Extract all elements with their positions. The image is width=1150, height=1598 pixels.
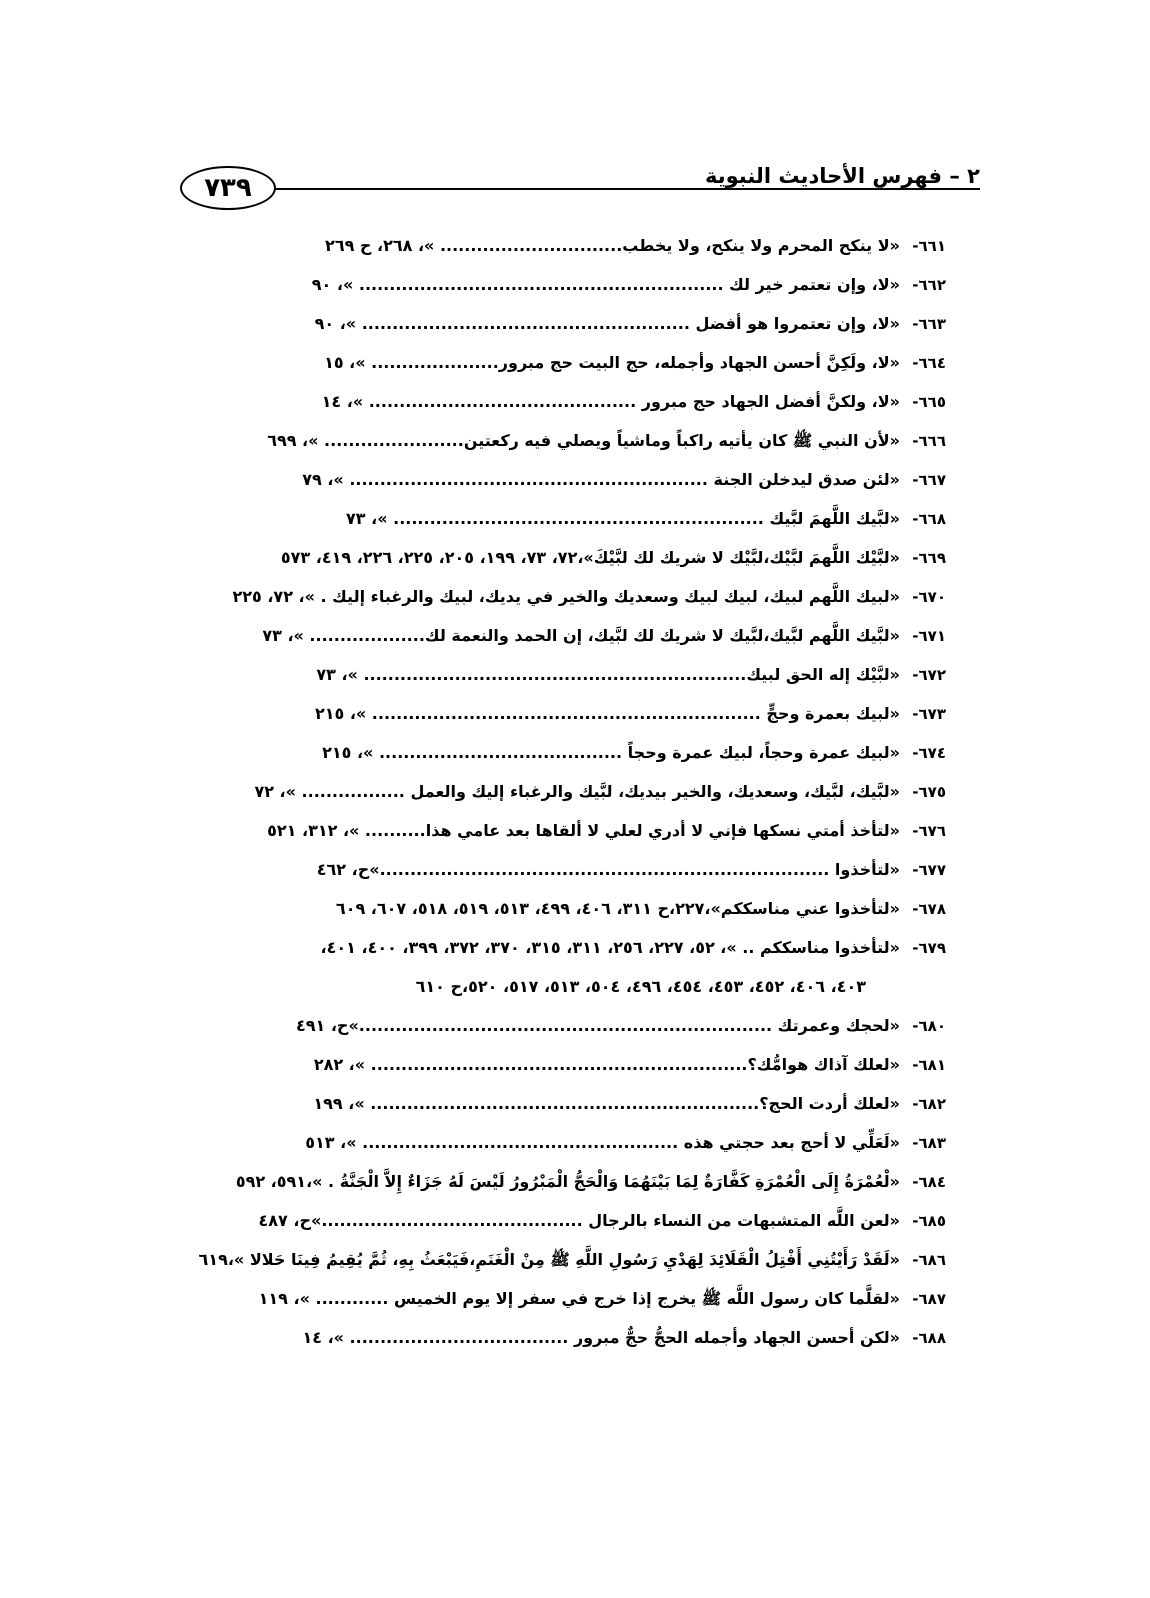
index-entry	[186, 226, 946, 265]
entry-text: «لبَّيك اللَّهمَ لبَّيك ............................................................. »، ٧٣	[346, 509, 900, 528]
page-header	[180, 160, 980, 212]
entry-number: ٦٨٣-	[912, 1134, 946, 1152]
entry-number: ٦٧٣-	[912, 705, 946, 723]
index-entry	[186, 1084, 946, 1123]
index-entry	[186, 1123, 946, 1162]
header-rule	[270, 188, 980, 190]
index-entry	[186, 1045, 946, 1084]
index-entry	[186, 694, 946, 733]
entry-text: «لْعُمْرَةُ إِلَى الْعُمْرَةِ كَفَّارَةٌ لِمَا بَيْنَهُمَا وَالْحَجُّ الْمَبْرُورُ لَيْسَ لَهُ جَزَاءٌ إِلاَّ الْجَنَّةُ . »،٥٩١، ٥٩٢	[235, 1172, 900, 1191]
entry-text: «لقلَّما كان رسول اللَّه ﷺ يخرج إذا خرج في سفر إلا يوم الخميس ............ »، ١١٩	[258, 1289, 900, 1308]
index-entry	[186, 655, 946, 694]
entry-number: ٦٨١-	[912, 1056, 946, 1074]
entry-text: «لا ينكح المحرم ولا ينكح، ولا يخطب.............................. »، ٢٦٨، ح ٢٦٩	[325, 236, 900, 255]
entry-text: «لتأخذوا عني مناسككم»،٢٢٧،ح ٣١١، ٤٠٦، ٤٩٩، ٥١٣، ٥١٩، ٥١٨، ٦٠٧، ٦٠٩	[335, 899, 900, 918]
entry-number: ٦٦٨-	[912, 510, 946, 528]
entry-number: ٦٨٧-	[912, 1290, 946, 1308]
entry-number: ٦٧٩-	[912, 939, 946, 957]
index-entry	[186, 304, 946, 343]
index-entry	[186, 1279, 946, 1318]
page-number: ٧٣٩	[180, 166, 276, 210]
entry-number: ٦٧٢-	[912, 666, 946, 684]
entry-text: «لتأخذ أمتي نسكها فإني لا أدري لعلي لا ألقاها بعد عامي هذا.......... »، ٣١٢، ٥٢١	[267, 821, 900, 840]
index-entry-continuation	[186, 967, 946, 1006]
entry-number: ٦٦٥-	[912, 393, 946, 411]
index-entry	[186, 616, 946, 655]
index-entry	[186, 343, 946, 382]
entry-text: «لحجك وعمرتك ....................................................................»ح، ٤٩١	[295, 1016, 900, 1035]
index-entry	[186, 1318, 946, 1357]
entry-number: ٦٧٧-	[912, 861, 946, 879]
entry-text: «لا، وإن تعتمروا هو أفضل ...................................................... »، ٩٠	[314, 314, 900, 333]
entry-number: ٦٦٧-	[912, 471, 946, 489]
entry-number: ٦٦٦-	[912, 432, 946, 450]
entry-number: ٦٨٠-	[912, 1017, 946, 1035]
entry-text: «لأن النبي ﷺ كان يأتيه راكباً وماشياً ويصلي فيه ركعتين....................... »، ٦٩٩	[267, 431, 900, 450]
entry-text: «لبَّيْك إله الحق لبيك............................................................... »، ٧٣	[316, 665, 900, 684]
page-title: ٢ – فهرس الأحاديث النبوية	[705, 164, 980, 188]
entry-text: «لعلك آذاك هوامُّك؟.............................................................. »، ٢٨٢	[313, 1055, 900, 1074]
entry-number: ٦٨٢-	[912, 1095, 946, 1113]
index-entry	[186, 1006, 946, 1045]
entry-number: ٦٦٤-	[912, 354, 946, 372]
index-entry	[186, 1201, 946, 1240]
entry-text: «لبَّيك اللَّهم لبَّيك،لبَّيك لا شريك لك لبَّيك، إن الحمد والنعمة لك................... »، ٧٣	[262, 626, 900, 645]
entry-text: «لا، ولَكِنَّ أحسن الجهاد وأجمله، حج البيت حج مبرور..................... »، ١٥	[324, 353, 900, 372]
entry-number: ٦٦٣-	[912, 315, 946, 333]
index-entry	[186, 811, 946, 850]
entry-number: ٦٦١-	[912, 237, 946, 255]
entry-text: «لا، ولكنَّ أفضل الجهاد حج مبرور ............................................ »، ١٤	[321, 392, 900, 411]
entry-text: «لتأخذوا مناسككم .. »، ٥٢، ٢٢٧، ٢٥٦، ٣١١، ٣١٥، ٣٧٠، ٣٧٢، ٣٩٩، ٤٠٠، ٤٠١،	[320, 938, 900, 957]
entry-number: ٦٧٥-	[912, 783, 946, 801]
entry-text: «لئن صدق ليدخلن الجنة ........................................................... »، ٧٩	[302, 470, 900, 489]
entry-text: «لبيك اللَّهم لبيك، لبيك لبيك وسعديك والخير في يديك، لبيك والرغباء إليك . »، ٧٢، ٢٢٥	[232, 587, 900, 606]
entry-number: ٦٨٨-	[912, 1329, 946, 1347]
entry-text: «لعن اللَّه المتشبهات من النساء بالرجال ...........................................»ح، ٤٨٧	[258, 1211, 900, 1230]
entry-number: ٦٨٦-	[912, 1251, 946, 1269]
index-entry	[186, 889, 946, 928]
index-entry	[186, 538, 946, 577]
index-entry	[186, 499, 946, 538]
entry-text: «لبَّيْك اللَّهمَ لبَّيْك،لبَّيْك لا شريك لك لبَّيْكَ»،٧٢، ٧٣، ١٩٩، ٢٠٥، ٢٢٥، ٢٢٦، ٤١٩، ٥٧٣	[280, 548, 900, 567]
entry-text: «لَقَدْ رَأَيْتُنِي أَفْتِلُ الْقَلَائِدَ لِهَدْيِ رَسُولِ اللَّهِ ﷺ مِنْ الْغَنَمِ،فَيَبْعَثُ بِهِ، ثُمَّ يُقِيمُ فِينَا حَلالا »،٦١٩	[198, 1250, 900, 1269]
index-entry	[186, 382, 946, 421]
entry-text: «لتأخذوا ..........................................................................»ح، ٤٦٢	[316, 860, 900, 879]
entry-text: «لبيك بعمرة وحجٍّ ................................................................ »، ٢١٥	[314, 704, 900, 723]
entry-number: ٦٧٠-	[912, 588, 946, 606]
entry-text: «لبَّيك، لبَّيك، وسعديك، والخير بيديك، لبَّيك والرغباء إليك والعمل ................. »، ٧٢	[254, 782, 900, 801]
index-entry	[186, 733, 946, 772]
index-entry	[186, 772, 946, 811]
entry-text: «لَعَلِّي لا أحج بعد حجتي هذه .................................................... »، ٥١٣	[305, 1133, 900, 1152]
index-entry	[186, 850, 946, 889]
entry-number: ٦٧٤-	[912, 744, 946, 762]
entry-number: ٦٧٦-	[912, 822, 946, 840]
entry-text: «لا، وإن تعتمر خير لك ............................................................ »، ٩٠	[311, 275, 900, 294]
entry-number: ٦٧١-	[912, 627, 946, 645]
entry-number: ٦٨٤-	[912, 1173, 946, 1191]
index-entry	[186, 577, 946, 616]
entry-number: ٦٦٢-	[912, 276, 946, 294]
entry-text: «لبيك عمرة وحجاً، لبيك عمرة وحجاً ........................................ »، ٢١٥	[322, 743, 900, 762]
index-entry	[186, 421, 946, 460]
index-entry	[186, 1240, 946, 1279]
index-entry	[186, 265, 946, 304]
hadith-index-list	[186, 226, 946, 1357]
entry-number: ٦٧٨-	[912, 900, 946, 918]
index-entry	[186, 1162, 946, 1201]
entry-number: ٦٦٩-	[912, 549, 946, 567]
index-entry	[186, 928, 946, 967]
entry-text: «لكن أحسن الجهاد وأجمله الحجُّ حجٌّ مبرور .................................... »، ١٤	[302, 1328, 900, 1347]
index-entry	[186, 460, 946, 499]
entry-number: ٦٨٥-	[912, 1212, 946, 1230]
entry-text: ٤٠٣، ٤٠٦، ٤٥٢، ٤٥٣، ٤٥٤، ٤٩٦، ٥٠٤، ٥١٣، ٥١٧، ٥٢٠،ح ٦١٠	[415, 977, 866, 996]
entry-text: «لعلك أردت الحج؟................................................................ »، ١٩٩	[313, 1094, 900, 1113]
